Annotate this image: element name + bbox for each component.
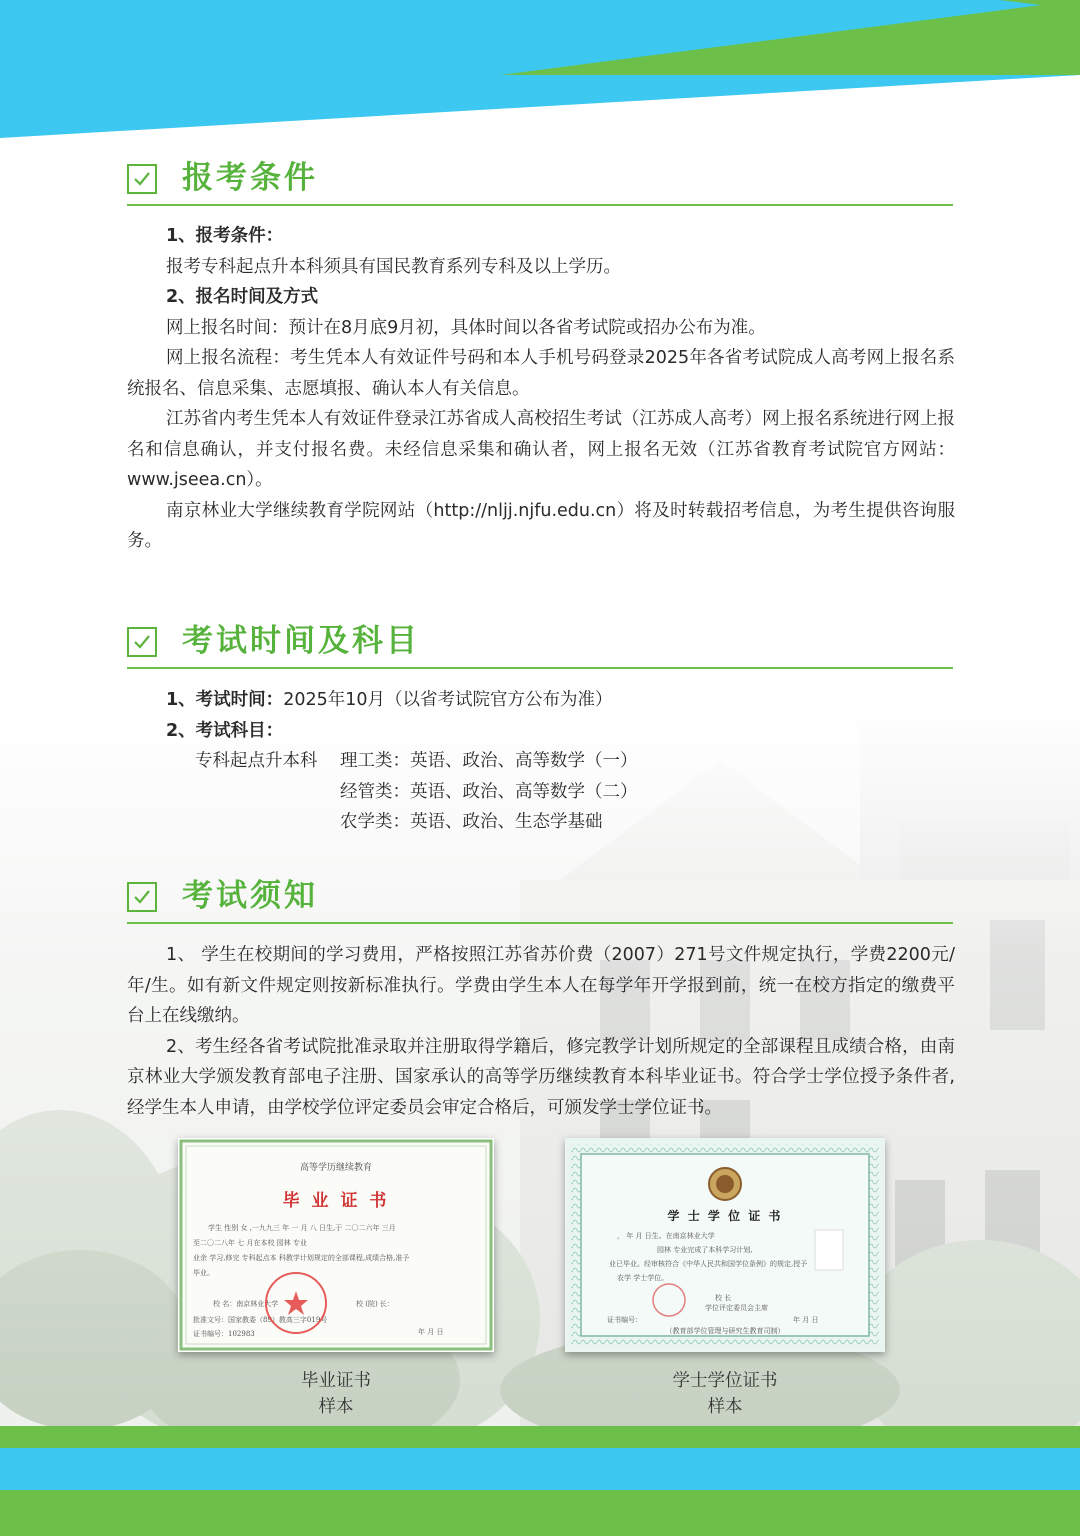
diploma-text-line: 毕业。 — [193, 1269, 214, 1277]
level-label: 专科起点升本科 — [195, 751, 318, 771]
degree-date: 年 月 日 — [793, 1316, 819, 1324]
degree-certificate-sample-image — [565, 1138, 885, 1352]
paragraph: 江苏省内考生凭本人有效证件登录江苏省成人高校招生考试（江苏成人高考）网上报名系统进行网上报名和信息确认，并支付报名费。未经信息采集和确认者，网上报名无效（江苏省教育考试院官方网站：www.jseea.cn）。 — [127, 409, 955, 490]
degree-text-line: 农学 学士学位。 — [617, 1274, 669, 1282]
paragraph: 南京林业大学继续教育学院网站（http://nljj.njfu.edu.cn）将及时转载招考信息，为考生提供咨询服务。 — [127, 500, 955, 551]
checkbox-icon — [127, 627, 157, 657]
label: 2、考试科目： — [166, 720, 284, 741]
degree-footer: 校 长 — [715, 1294, 732, 1302]
subheading: 2、报名时间及方式 — [166, 287, 319, 307]
section-title: 考试须知 — [182, 878, 318, 914]
diploma-text-line: 业余 学习,修完 专科起点本 科教学计划规定的全部课程,成绩合格,准予 — [193, 1254, 410, 1262]
paragraph: 网上报名流程：考生凭本人有效证件号码和本人手机号码登录2025年各省考试院成人高考网上报名系统报名、信息采集、志愿填报、确认本人有关信息。 — [127, 348, 955, 399]
exam-time-value: 2025年10月（以省考试院官方公布为准） — [283, 690, 613, 710]
subject-category: 经管类： — [340, 781, 410, 802]
section-header-exam-schedule — [127, 623, 953, 669]
paragraph: 报考专科起点升本科须具有国民教育系列专科及以上学历。 — [166, 256, 621, 277]
degree-caption — [625, 1368, 825, 1420]
diploma-text-line: 学生 性别 女 ,一九九三 年 一 月 八 日生,于 二〇二六年 三月 — [208, 1224, 396, 1232]
diploma-footer: 校 (院) 长： — [356, 1300, 394, 1308]
diploma-title: 毕 业 证 书 — [282, 1191, 390, 1211]
photo-placeholder — [815, 1230, 843, 1270]
section1-body — [127, 221, 955, 557]
degree-footer: （教育部学位管理与研究生教育司制） — [665, 1327, 785, 1335]
subject-list: 英语、政治、高等数学（一） — [410, 751, 638, 771]
diploma-footer: 证书编号：102983 — [193, 1330, 255, 1338]
bottom-stripe-green — [0, 1490, 1080, 1536]
paragraph: 1、 学生在校期间的学习费用，严格按照江苏省苏价费（2007）271号文件规定执行，学费2200元/年/生。如有新文件规定则按新标准执行。学费由学生本人在每学年开学报到前，统一在校方指定的缴费平台上在线缴纳。 — [127, 945, 955, 1026]
diploma-footer: 批准文号：国家教委（89）教高三字019号 — [193, 1316, 328, 1324]
section-header-exam-notice — [127, 878, 953, 924]
caption-line: 学士学位证书 — [672, 1371, 778, 1391]
top-banner — [0, 0, 1080, 140]
section2-body — [127, 685, 955, 838]
bottom-stripe-blue — [0, 1448, 1080, 1490]
degree-footer: 学位评定委员会主席 — [705, 1304, 768, 1312]
section3-body — [127, 940, 955, 1123]
caption-line: 样本 — [707, 1397, 743, 1417]
paragraph: 2、考生经各省考试院批准录取并注册取得学籍后，修完教学计划所规定的全部课程且成绩合格，由南京林业大学颁发教育部电子注册、国家承认的高等学历继续教育本科毕业证书。符合学士学位授予条件者,经学生本人申请，由学校学位评定委员会审定合格后，可颁发学士学位证书。 — [127, 1036, 955, 1118]
section-header-requirements — [127, 160, 953, 206]
subject-list: 英语、政治、高等数学（二） — [410, 781, 638, 802]
diploma-caption — [236, 1368, 436, 1420]
degree-footer: 证书编号： — [607, 1316, 642, 1324]
degree-text-line: ， 年 月 日生。在南京林业大学 — [617, 1232, 715, 1240]
diploma-text-line: 至二〇二八年 七 月在本校 园林 专业 — [193, 1239, 307, 1247]
degree-title: 学 士 学 位 证 书 — [667, 1209, 783, 1223]
subject-category: 农学类： — [340, 812, 410, 832]
section-title: 报考条件 — [182, 160, 318, 196]
bottom-stripe-green — [0, 1426, 1080, 1448]
subheading: 1、报考条件： — [166, 226, 284, 246]
caption-line: 毕业证书 — [301, 1371, 371, 1391]
diploma-header: 高等学历继续教育 — [299, 1163, 373, 1173]
paragraph: 网上报名时间：预计在8月底9月初，具体时间以各省考试院或招办公布为准。 — [166, 317, 766, 338]
section-title: 考试时间及科目 — [182, 623, 420, 659]
subject-category: 理工类： — [340, 751, 410, 771]
checkbox-icon — [127, 164, 157, 194]
degree-text-line: 业已毕业。经审核符合《中华人民共和国学位条例》的规定,授予 — [609, 1260, 808, 1268]
label: 1、考试时间： — [166, 690, 284, 710]
diploma-footer: 校 名：南京林业大学 — [213, 1300, 279, 1308]
diploma-sample-image — [178, 1138, 494, 1352]
diploma-date: 年 月 日 — [418, 1328, 444, 1336]
caption-line: 样本 — [318, 1397, 354, 1417]
checkbox-icon — [127, 882, 157, 912]
subject-list: 英语、政治、生态学基础 — [410, 812, 603, 832]
degree-text-line: 园林 专业完成了本科学习计划, — [657, 1246, 753, 1254]
